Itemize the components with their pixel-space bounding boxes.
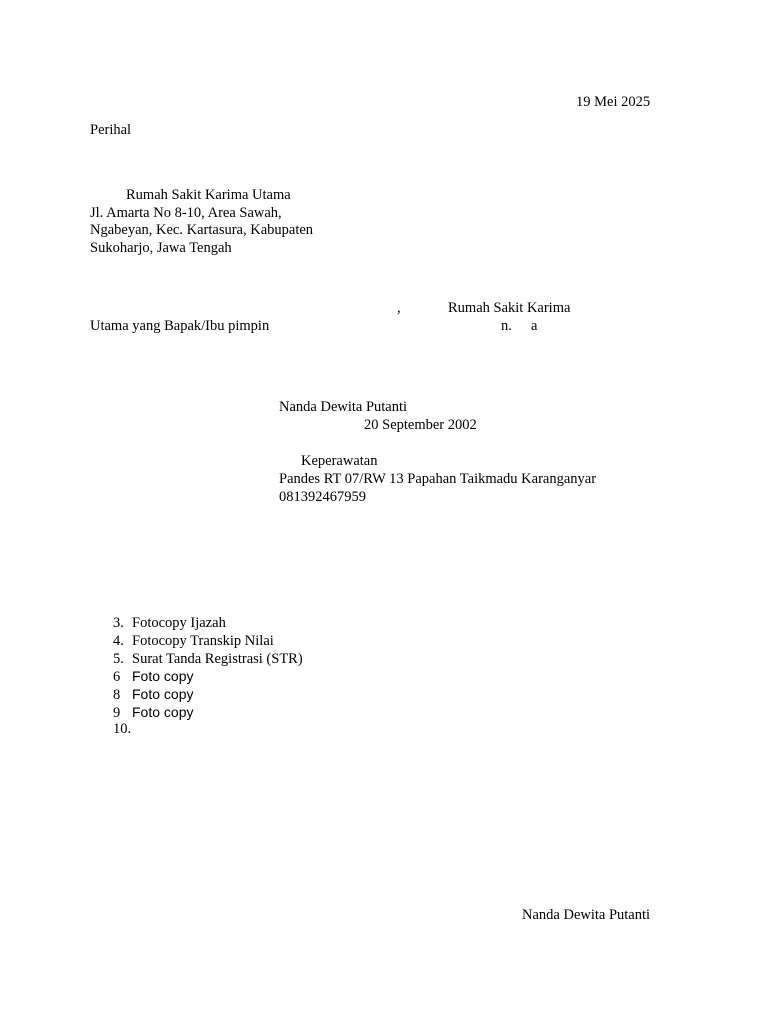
list-item-text: Foto copy — [132, 668, 194, 684]
list-item-text: Surat Tanda Registrasi (STR) — [132, 651, 303, 667]
applicant-education: Keperawatan — [301, 453, 378, 469]
applicant-address: Pandes RT 07/RW 13 Papahan Taikmadu Karanganyar — [279, 471, 597, 487]
list-item-text: Foto copy — [132, 704, 194, 720]
recipient-name: Rumah Sakit Karima Utama — [126, 187, 291, 203]
recipient-address-line: Sukoharjo, Jawa Tengah — [90, 240, 232, 256]
applicant-birth-date: 20 September 2002 — [364, 417, 477, 433]
list-item — [113, 685, 193, 704]
list-item-text: Foto copy — [132, 686, 194, 702]
body-line2-n: n. — [501, 318, 512, 334]
list-item-number: 5. — [113, 651, 124, 667]
body-line2: Utama yang Bapak/Ibu pimpin — [90, 318, 270, 334]
recipient-address-line: Ngabeyan, Kec. Kartasura, Kabupaten — [90, 222, 314, 238]
signature-name: Nanda Dewita Putanti — [522, 907, 651, 923]
body-line1-tail: Rumah Sakit Karima — [448, 300, 571, 316]
list-item — [113, 632, 274, 650]
list-item-text: Fotocopy Transkip Nilai — [132, 633, 274, 649]
body-comma: , — [397, 300, 401, 316]
list-item — [113, 720, 132, 738]
list-item — [113, 614, 226, 632]
list-item-number: 10. — [113, 721, 132, 737]
list-item-number: 8 — [113, 687, 121, 703]
subject-label: Perihal — [90, 122, 132, 138]
list-item-number: 6 — [113, 669, 121, 685]
recipient-address-line: Jl. Amarta No 8-10, Area Sawah, — [90, 205, 282, 221]
list-item — [113, 667, 193, 686]
list-item-number: 4. — [113, 633, 124, 649]
list-item-number: 9 — [113, 705, 121, 721]
body-line2-a: a — [531, 318, 538, 334]
list-item-text: Fotocopy Ijazah — [132, 615, 226, 631]
applicant-phone: 081392467959 — [279, 489, 366, 505]
letter-date: 19 Mei 2025 — [576, 94, 651, 110]
list-item — [113, 650, 303, 668]
applicant-name: Nanda Dewita Putanti — [279, 399, 408, 415]
list-item-number: 3. — [113, 615, 124, 631]
